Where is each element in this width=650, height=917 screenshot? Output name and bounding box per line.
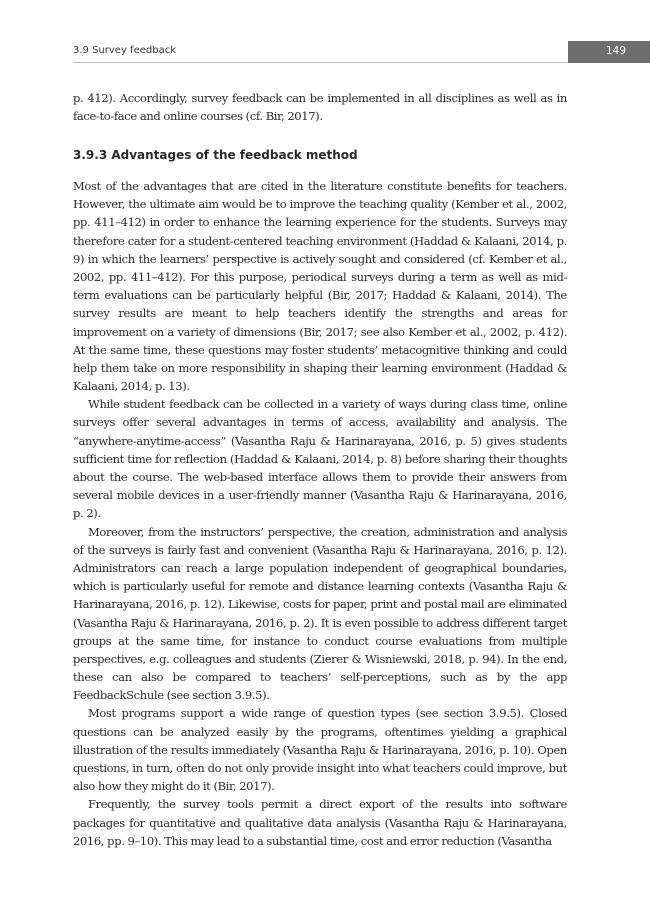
continuation-paragraph: p. 412). Accordingly, survey feedback can be implemented in all disciplines as well as in face-to-face and online courses (cf. Bir, 2017). (73, 91, 567, 124)
paragraph: Most programs support a wide range of question types (see section 3.9.5). Closed questions can be analyzed easily by the programs, oftentimes yielding a graphical illustration of the results immediately (Vasantha Raju & Harinarayana, 2016, p. 10). Open questions, in turn, often do not only provide insight into what teachers could improve, but also how they might do it (Bir, 2017). (73, 706, 567, 794)
paragraph: Most of the advantages that are cited in the literature constitute benefits for teachers. However, the ultimate aim would be to improve the teaching quality (Kember et al., 2002, pp. 411–412) in order to enhance the learning experience for the students. Surveys may therefore cater for a student-centered teaching environment (Haddad & Kalaani, 2014, p. 9) in which the learners’ perspective is actively sought and considered (cf. Kember et al., 2002, pp. 411–412). For this purpose, periodical surveys during a term as well as mid-term evaluations can be particularly helpful (Bir, 2017; Haddad & Kalaani, 2014). The survey results are meant to help teachers identify the strengths and areas for improvement on a variety of dimensions (Bir, 2017; see also Kember et al., 2002, p. 412). At the same time, these questions may foster students’ metacognitive thinking and could help them take on more responsibility in shaping their learning environment (Haddad & Kalaani, 2014, p. 13). (73, 179, 567, 394)
page-number-box (568, 41, 650, 63)
running-header (0, 41, 650, 63)
body-paragraphs (73, 177, 567, 850)
header-section-title: 3.9 Survey feedback (73, 45, 176, 56)
paragraph: Moreover, from the instructors’ perspective, the creation, administration and analysis of the surveys is fairly fast and convenient (Vasantha Raju & Harinarayana, 2016, p. 12). Administrators can reach a large population independent of geographical boundaries, which is particularly useful for remote and distance learning contexts (Vasantha Raju & Harinarayana, 2016, p. 12). Likewise, costs for paper, print and postal mail are eliminated (Vasantha Raju & Harinarayana, 2016, p. 2). It is even possible to address different target groups at the same time, for instance to conduct course evaluations from multiple perspectives, e.g. colleagues and students (Zierer & Wisniewski, 2018, p. 94). In the end, these can also be compared to teachers’ self-perceptions, such as by the app FeedbackSchule (see section 3.9.5). (73, 524, 567, 703)
paragraph: While student feedback can be collected in a variety of ways during class time, online surveys offer several advantages in terms of access, availability and analysis. The “anywhere-anytime-access” (Vasantha Raju & Harinarayana, 2016, p. 5) gives students sufficient time for reflection (Haddad & Kalaani, 2014, p. 8) before sharing their thoughts about the course. The web-based interface allows them to provide their answers from several mobile devices in a user-friendly manner (Vasantha Raju & Harinarayana, 2016, p. 2). (73, 397, 567, 521)
page-number: 149 (605, 45, 626, 57)
section-heading: 3.9.3 Advantages of the feedback method (73, 148, 358, 162)
header-rule (73, 62, 568, 63)
paragraph: Frequently, the survey tools permit a direct export of the results into software packages for quantitative and qualitative data analysis (Vasantha Raju & Harinarayana, 2016, pp. 9–10). This may lead to a substantial time, cost and error reduction (Vasantha (73, 797, 567, 848)
